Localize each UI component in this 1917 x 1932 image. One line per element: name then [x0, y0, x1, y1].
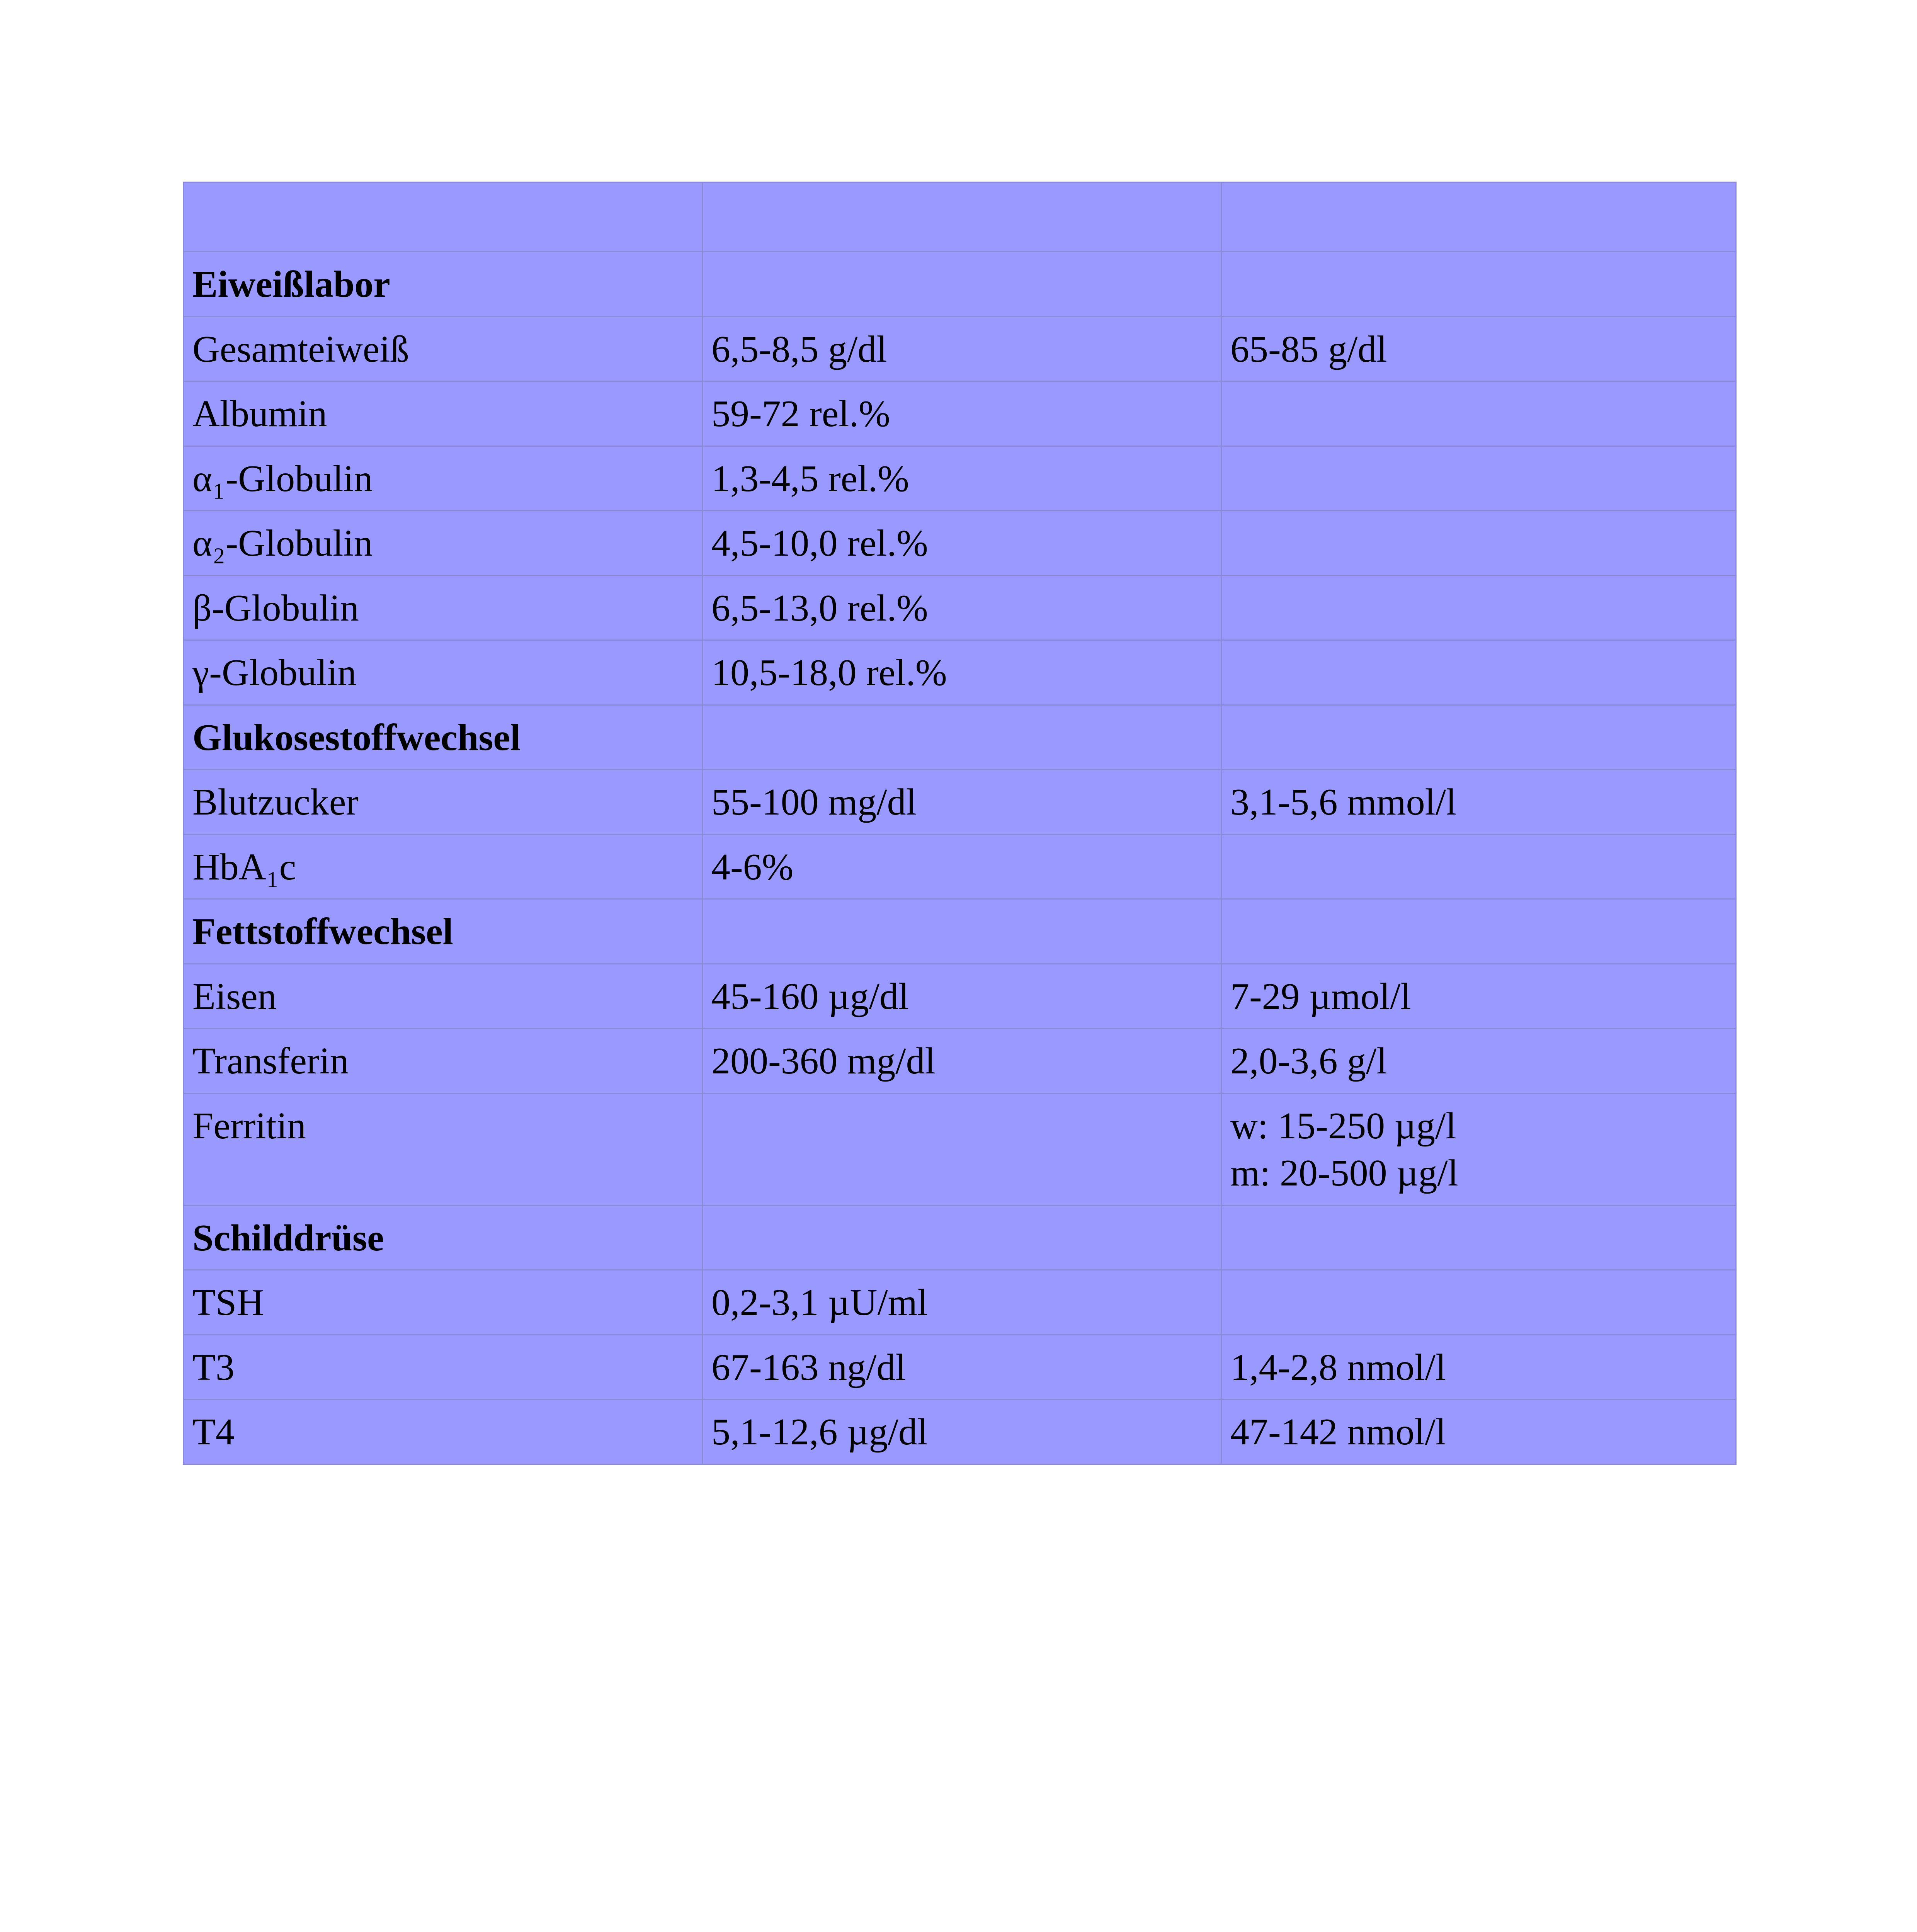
parameter-name-cell: β-Globulin: [184, 575, 703, 640]
range-cell-1: [703, 1205, 1221, 1270]
range-cell-2: [1221, 899, 1736, 964]
range-cell-2: 7-29 µmol/l: [1221, 964, 1736, 1029]
parameter-name-cell: HbA₁c: [184, 834, 703, 899]
table-row: [184, 964, 1736, 1029]
range-cell-2: [1221, 446, 1736, 511]
parameter-name-cell: Blutzucker: [184, 770, 703, 835]
parameter-name-cell: TSH: [184, 1270, 703, 1335]
section-header-row: [184, 705, 1736, 770]
range-cell-1: 67-163 ng/dl: [703, 1335, 1221, 1400]
table-row: [184, 834, 1736, 899]
parameter-name-cell: α₂-Globulin: [184, 511, 703, 576]
parameter-name-cell: Schilddrüse: [184, 1205, 703, 1270]
parameter-name-cell: Albumin: [184, 381, 703, 446]
range-cell-2: [1221, 705, 1736, 770]
table-row: [184, 511, 1736, 576]
range-cell-2: [1221, 1093, 1736, 1205]
cell-line: m: 20-500 µg/l: [1230, 1152, 1459, 1194]
range-cell-1: [703, 1093, 1221, 1205]
range-cell-2: [1221, 381, 1736, 446]
range-cell-1: 200-360 mg/dl: [703, 1029, 1221, 1094]
range-cell-2: [1221, 1205, 1736, 1270]
range-cell-2: 65-85 g/dl: [1221, 316, 1736, 381]
table-row: [184, 1270, 1736, 1335]
table-row: [184, 1029, 1736, 1094]
range-cell-1: 55-100 mg/dl: [703, 770, 1221, 835]
parameter-name-cell: γ-Globulin: [184, 640, 703, 705]
cell-line: w: 15-250 µg/l: [1230, 1105, 1456, 1147]
parameter-name-cell: Ferritin: [184, 1093, 703, 1205]
table-row: [184, 640, 1736, 705]
parameter-name-cell: T3: [184, 1335, 703, 1400]
lab-values-table-body: [184, 182, 1736, 1464]
range-cell-1: [703, 252, 1221, 317]
parameter-name-cell: [184, 182, 703, 252]
section-header-row: [184, 252, 1736, 317]
parameter-name-cell: Gesamteiweiß: [184, 316, 703, 381]
range-cell-2: 47-142 nmol/l: [1221, 1400, 1736, 1464]
range-cell-2: [1221, 511, 1736, 576]
range-cell-2: 1,4-2,8 nmol/l: [1221, 1335, 1736, 1400]
range-cell-2: [1221, 834, 1736, 899]
table-row: [184, 381, 1736, 446]
range-cell-2: [1221, 640, 1736, 705]
table-row: [184, 1335, 1736, 1400]
section-header-row: [184, 1205, 1736, 1270]
table-row: [184, 1400, 1736, 1464]
range-cell-1: [703, 899, 1221, 964]
range-cell-1: 10,5-18,0 rel.%: [703, 640, 1221, 705]
range-cell-1: [703, 705, 1221, 770]
range-cell-2: [1221, 1270, 1736, 1335]
parameter-name-cell: Eiweißlabor: [184, 252, 703, 317]
range-cell-1: [703, 182, 1221, 252]
range-cell-2: [1221, 182, 1736, 252]
parameter-name-cell: α₁-Globulin: [184, 446, 703, 511]
table-row: [184, 770, 1736, 835]
range-cell-1: 6,5-13,0 rel.%: [703, 575, 1221, 640]
range-cell-1: 0,2-3,1 µU/ml: [703, 1270, 1221, 1335]
range-cell-2: [1221, 575, 1736, 640]
parameter-name-cell: Transferin: [184, 1029, 703, 1094]
range-cell-2: [1221, 252, 1736, 317]
parameter-name-cell: Glukosestoffwechsel: [184, 705, 703, 770]
table-row: [184, 575, 1736, 640]
section-header-row: [184, 899, 1736, 964]
table-row: [184, 1093, 1736, 1205]
lab-values-table: [183, 182, 1737, 1465]
range-cell-1: 1,3-4,5 rel.%: [703, 446, 1221, 511]
range-cell-1: 45-160 µg/dl: [703, 964, 1221, 1029]
range-cell-2: 2,0-3,6 g/l: [1221, 1029, 1736, 1094]
range-cell-1: 5,1-12,6 µg/dl: [703, 1400, 1221, 1464]
range-cell-1: 4-6%: [703, 834, 1221, 899]
table-header-row: [184, 182, 1736, 252]
range-cell-1: 6,5-8,5 g/dl: [703, 316, 1221, 381]
parameter-name-cell: T4: [184, 1400, 703, 1464]
range-cell-2: 3,1-5,6 mmol/l: [1221, 770, 1736, 835]
range-cell-1: 59-72 rel.%: [703, 381, 1221, 446]
table-row: [184, 446, 1736, 511]
range-cell-1: 4,5-10,0 rel.%: [703, 511, 1221, 576]
parameter-name-cell: Fettstoffwechsel: [184, 899, 703, 964]
parameter-name-cell: Eisen: [184, 964, 703, 1029]
table-row: [184, 316, 1736, 381]
